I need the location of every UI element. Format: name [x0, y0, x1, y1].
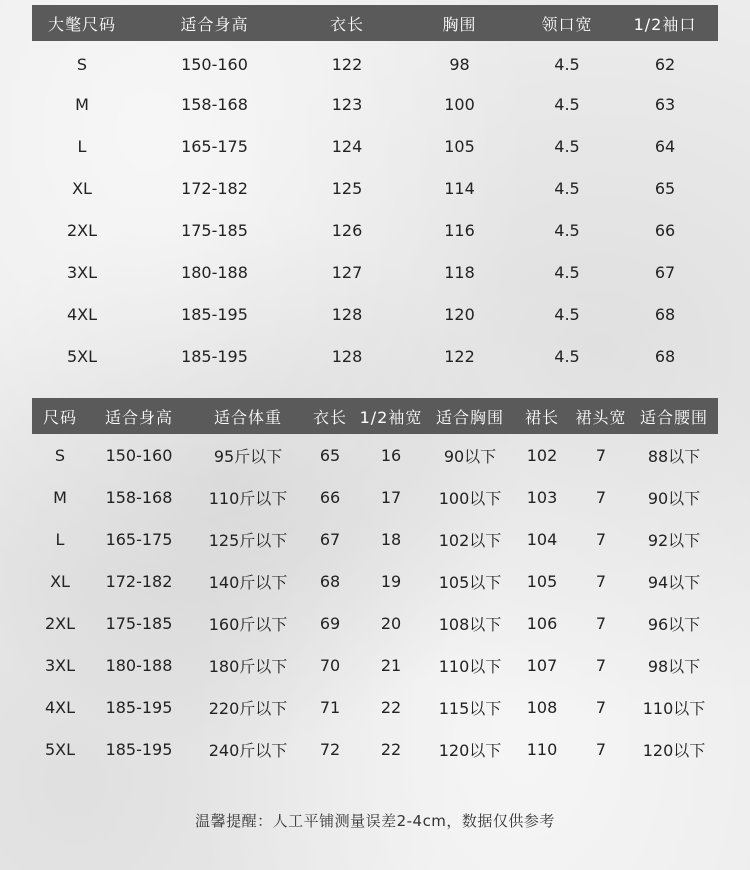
table-cell: 180-188	[181, 262, 248, 282]
header-cell: 适合体重	[213, 407, 282, 427]
table-cell: M	[53, 487, 67, 507]
bottom-size-table-header	[32, 398, 718, 434]
table-cell: 128	[331, 304, 363, 324]
table-cell: 20	[380, 613, 402, 633]
table-row	[32, 125, 718, 167]
table-cell: 172-182	[181, 178, 248, 198]
table-cell: 185-195	[181, 304, 248, 324]
table-cell: 180-188	[105, 655, 173, 675]
table-cell: 3XL	[44, 655, 76, 675]
table-cell: 70	[319, 655, 341, 675]
table-row	[32, 293, 718, 335]
table-cell: XL	[72, 178, 92, 198]
table-cell: 150-160	[181, 54, 248, 74]
table-cell: 67	[654, 262, 676, 282]
header-cell: 领口宽	[541, 14, 593, 34]
table-cell: 64	[654, 136, 676, 156]
table-cell: 102	[526, 445, 558, 465]
table-cell: 105	[444, 136, 475, 156]
table-cell: 120	[444, 304, 475, 324]
table-cell: 103	[526, 487, 558, 507]
table-cell: 108以下	[438, 614, 502, 634]
top-size-table-header	[32, 5, 718, 41]
table-cell: XL	[50, 571, 70, 591]
table-cell: 104	[526, 529, 558, 549]
table-row	[32, 518, 718, 560]
header-row	[32, 5, 718, 41]
table-cell: 16	[380, 445, 402, 465]
table-cell: 66	[319, 487, 341, 507]
table-cell: 120以下	[438, 740, 502, 760]
table-cell: 90以下	[647, 488, 701, 508]
table-row	[32, 686, 718, 728]
table-cell: 92以下	[647, 530, 701, 550]
table-cell: 67	[319, 529, 341, 549]
table-cell: 7	[595, 529, 607, 549]
table-cell: 2XL	[66, 220, 98, 240]
table-cell: 128	[331, 346, 363, 366]
table-cell: 105以下	[438, 572, 502, 592]
table-cell: 3XL	[66, 262, 98, 282]
table-cell: 88以下	[647, 446, 701, 466]
table-cell: 7	[595, 487, 607, 507]
table-cell: 68	[319, 571, 341, 591]
table-cell: 90以下	[443, 446, 497, 466]
table-cell: 122	[444, 346, 475, 366]
table-cell: 4.5	[554, 346, 580, 366]
table-cell: 2XL	[44, 613, 76, 633]
table-cell: 100	[444, 94, 475, 114]
table-cell: 4.5	[554, 220, 580, 240]
table-cell: 110斤以下	[208, 488, 288, 508]
table-cell: 94以下	[647, 572, 701, 592]
table-cell: 7	[595, 739, 607, 759]
table-cell: 18	[380, 529, 402, 549]
table-cell: 150-160	[105, 445, 173, 465]
table-cell: 4.5	[554, 54, 580, 74]
table-cell: 17	[380, 487, 402, 507]
table-cell: 62	[654, 54, 676, 74]
table-row	[32, 251, 718, 293]
table-cell: 185-195	[105, 697, 173, 717]
table-cell: 106	[526, 613, 558, 633]
header-cell: 1/2袖口	[633, 14, 697, 34]
table-cell: 65	[319, 445, 341, 465]
table-cell: 96以下	[647, 614, 701, 634]
table-cell: 98以下	[647, 656, 701, 676]
table-cell: 175-185	[105, 613, 173, 633]
table-row	[32, 644, 718, 686]
table-cell: 105	[526, 571, 558, 591]
table-cell: 125斤以下	[208, 530, 288, 550]
table-row	[32, 476, 718, 518]
table-row	[32, 83, 718, 125]
table-cell: 185-195	[181, 346, 248, 366]
header-cell: 适合身高	[104, 407, 173, 427]
table-cell: 100以下	[438, 488, 502, 508]
table-cell: 7	[595, 697, 607, 717]
table-cell: 69	[319, 613, 341, 633]
bottom-size-table	[32, 398, 718, 770]
table-cell: 68	[654, 304, 676, 324]
table-cell: 110以下	[438, 656, 502, 676]
table-cell: 71	[319, 697, 341, 717]
table-cell: 19	[380, 571, 402, 591]
table-cell: 108	[526, 697, 558, 717]
header-cell: 大氅尺码	[47, 14, 116, 34]
header-cell: 尺码	[42, 407, 77, 427]
table-row	[32, 560, 718, 602]
table-cell: L	[55, 529, 65, 549]
table-cell: 185-195	[105, 739, 173, 759]
table-cell: 4.5	[554, 136, 580, 156]
table-row	[32, 209, 718, 251]
table-cell: 7	[595, 571, 607, 591]
table-cell: 122	[331, 54, 363, 74]
table-cell: 158-168	[105, 487, 173, 507]
header-cell: 衣长	[329, 14, 364, 34]
table-cell: 110以下	[642, 698, 706, 718]
header-cell: 裙头宽	[575, 407, 627, 427]
table-cell: 4.5	[554, 94, 580, 114]
table-cell: 7	[595, 655, 607, 675]
table-cell: 95斤以下	[213, 446, 283, 466]
table-cell: 180斤以下	[208, 656, 288, 676]
table-cell: 120以下	[642, 740, 706, 760]
table-row	[32, 335, 718, 377]
table-cell: 126	[331, 220, 363, 240]
table-cell: 140斤以下	[208, 572, 288, 592]
table-cell: 22	[380, 697, 402, 717]
table-cell: 160斤以下	[208, 614, 288, 634]
table-cell: 7	[595, 613, 607, 633]
table-cell: 65	[654, 178, 676, 198]
table-cell: 125	[331, 178, 363, 198]
table-cell: 4.5	[554, 304, 580, 324]
table-cell: 220斤以下	[208, 698, 288, 718]
table-cell: 72	[319, 739, 341, 759]
header-cell: 适合身高	[180, 14, 249, 34]
table-cell: 165-175	[105, 529, 173, 549]
table-row	[32, 41, 718, 83]
table-row	[32, 728, 718, 770]
table-cell: 124	[331, 136, 363, 156]
header-cell: 胸围	[442, 14, 477, 34]
table-cell: 4XL	[66, 304, 98, 324]
table-cell: 165-175	[181, 136, 248, 156]
header-cell: 1/2袖宽	[359, 407, 423, 427]
table-cell: 22	[380, 739, 402, 759]
table-cell: 21	[380, 655, 402, 675]
table-cell: L	[77, 136, 87, 156]
table-cell: 114	[444, 178, 475, 198]
table-row	[32, 602, 718, 644]
table-cell: 68	[654, 346, 676, 366]
table-cell: 116	[444, 220, 475, 240]
table-cell: S	[54, 445, 66, 465]
table-row	[32, 167, 718, 209]
header-cell: 裙长	[524, 407, 559, 427]
table-cell: 123	[331, 94, 363, 114]
table-cell: 240斤以下	[208, 740, 288, 760]
top-size-table	[32, 5, 718, 377]
header-cell: 适合腰围	[639, 407, 708, 427]
table-cell: 127	[331, 262, 363, 282]
table-cell: 172-182	[105, 571, 173, 591]
table-cell: 4.5	[554, 178, 580, 198]
header-row	[32, 398, 718, 434]
table-cell: 66	[654, 220, 676, 240]
table-cell: 158-168	[181, 94, 248, 114]
table-row	[32, 434, 718, 476]
table-cell: 4XL	[44, 697, 76, 717]
table-cell: 5XL	[44, 739, 76, 759]
table-cell: 7	[595, 445, 607, 465]
table-cell: 4.5	[554, 262, 580, 282]
table-cell: 102以下	[438, 530, 502, 550]
table-cell: 118	[444, 262, 475, 282]
table-cell: M	[75, 94, 89, 114]
table-cell: S	[76, 54, 88, 74]
header-cell: 适合胸围	[435, 407, 504, 427]
header-cell: 衣长	[312, 407, 347, 427]
measurement-note: 温馨提醒：人工平铺测量误差2-4cm，数据仅供参考	[195, 812, 555, 830]
table-cell: 110	[526, 739, 558, 759]
table-cell: 5XL	[66, 346, 98, 366]
table-cell: 175-185	[181, 220, 248, 240]
table-cell: 107	[526, 655, 558, 675]
table-cell: 115以下	[438, 698, 502, 718]
table-cell: 63	[654, 94, 676, 114]
table-cell: 98	[449, 54, 470, 74]
